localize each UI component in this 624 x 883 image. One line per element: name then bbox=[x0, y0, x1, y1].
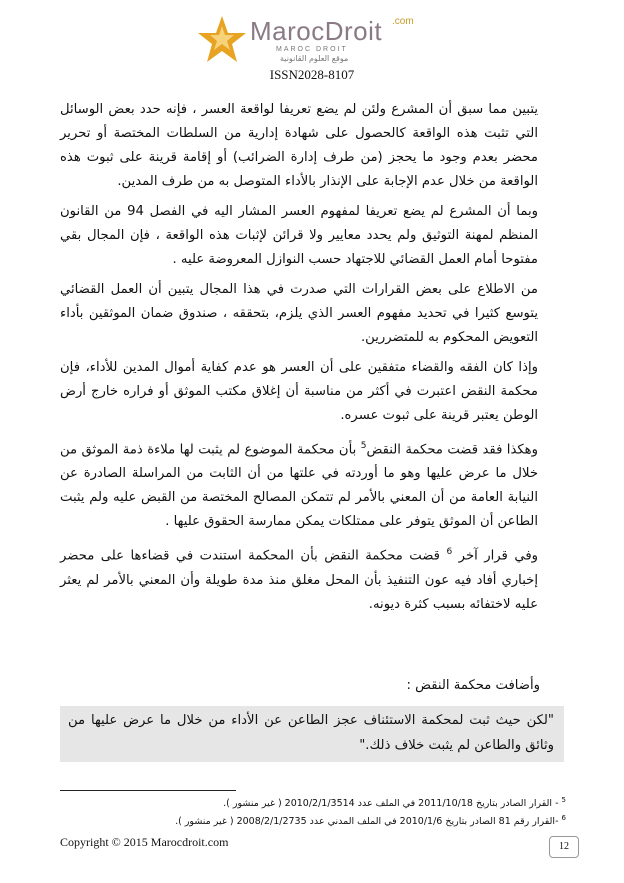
footnote-ref-5[interactable]: 5 bbox=[360, 441, 367, 451]
paragraph-text: وهكذا فقد قضت محكمة النقض bbox=[366, 442, 538, 458]
star-logo-icon bbox=[196, 14, 248, 66]
highlighted-quote: "لكن حيث ثبت لمحكمة الاستئناف عجز الطاعن عن الأداء من خلال ما عرض عليها من وثائق والطاعن لم يثبت خلاف ذلك." bbox=[60, 706, 564, 762]
article-body bbox=[60, 98, 566, 623]
page-header bbox=[0, 6, 624, 86]
brand-name: MarocDroit bbox=[250, 16, 383, 46]
footnote-ref-6[interactable]: 6 bbox=[446, 547, 453, 558]
paragraph-text: بأن محكمة الموضوع لم يثبت لها ملاءة ذمة الموثق من خلال ما عرض عليها وهو ما أوردته في علتها من أن الثابت من المراسلة الصادرة عن النيابة العامة من أن المعني بالأمر لم تتمكن المصالح المختصة من القبض عليه ولم يثبت الطاعن أن الموثق يتوفر على ممتلكات يمكن ممارسة الحقوق عليها . bbox=[60, 442, 538, 530]
footnote-text: -القرار رقم 81 الصادر بتاريخ 2010/1/6 في الملف المدني عدد 2008/2/1/2735 ( غير منشور ). bbox=[175, 816, 559, 828]
paragraph bbox=[60, 434, 566, 534]
paragraph bbox=[60, 540, 566, 616]
footnote-number: 5 bbox=[561, 796, 566, 804]
brand-domain: .com bbox=[392, 16, 414, 27]
section-heading: وأضافت محكمة النقض : bbox=[406, 678, 540, 693]
footnote-5 bbox=[66, 796, 566, 809]
footnote-separator bbox=[60, 790, 236, 791]
paragraph: يتبين مما سبق أن المشرع ولئن لم يضع تعريفا لواقعة العسر ، فإنه حدد بعض الوسائل التي تثبت هذه الواقعة كالحصول على شهادة إدارية من السلطات المختصة أو تحرير محضر بعدم وجود ما يحجز (من طرف إدارة الضرائب) أو إقامة قرينة على ثبوت هذه الواقعة من خلال عدم الإجابة على الإنذار بالأداء المتوصل به من طرف المدين. bbox=[60, 102, 538, 189]
brand-arabic-subtitle: موقع العلوم القانونية bbox=[280, 54, 349, 63]
paragraph-text: قضت محكمة النقض بأن المحكمة استندت في قضاءها على محضر إخباري أفاد فيه عون التنفيذ بأن المحل مغلق منذ مدة طويلة وأن المعني بالأمر لم يعثر عليه لاختفائه بسبب كثرة ديونه. bbox=[60, 548, 538, 612]
site-logo[interactable] bbox=[196, 14, 432, 66]
paragraph: وبما أن المشرع لم يضع تعريفا لمفهوم العسر المشار اليه في الفصل 94 من القانون المنظم لمهنة التوثيق ولم يحدد معايير ولا قرائن لإثبات هذه الواقعة ، فإن المجال بقي مفتوحا أمام العمل القضائي للاجتهاد حسب النوازل المعروضة عليه . bbox=[60, 204, 538, 267]
paragraph-text: وفي قرار آخر bbox=[452, 548, 538, 564]
brand-subtitle: MAROC DROIT bbox=[276, 46, 348, 53]
paragraph: وإذا كان الفقه والقضاء متفقين على أن العسر هو عدم كفاية أموال المدين للأداء، فإن محكمة النقض اعتبرت في أكثر من مناسبة أن إغلاق مكتب الموثق أو فراره خارج أرض الوطن يعتبر قرينة على ثبوت عسره. bbox=[60, 360, 538, 423]
issn-label: ISSN2028-8107 bbox=[269, 67, 355, 82]
page-number: 12 bbox=[549, 836, 579, 858]
footnote-text: - القرار الصادر بتاريخ 2011/10/18 في الملف عدد 2010/2/1/3514 ( غير منشور ). bbox=[223, 798, 559, 810]
footnote-6 bbox=[66, 814, 566, 827]
copyright-notice: Copyright © 2015 Marocdroit.com bbox=[60, 835, 229, 849]
footnote-number: 6 bbox=[561, 814, 566, 822]
paragraph: من الاطلاع على بعض القرارات التي صدرت في هذا المجال يتبين أن العمل القضائي يتوسع كثيرا في تحديد مفهوم العسر الذي يلزم، بتحققه ، صندوق ضمان الموثقين بأداء التعويض المحكوم به للمتضررين. bbox=[60, 282, 538, 345]
